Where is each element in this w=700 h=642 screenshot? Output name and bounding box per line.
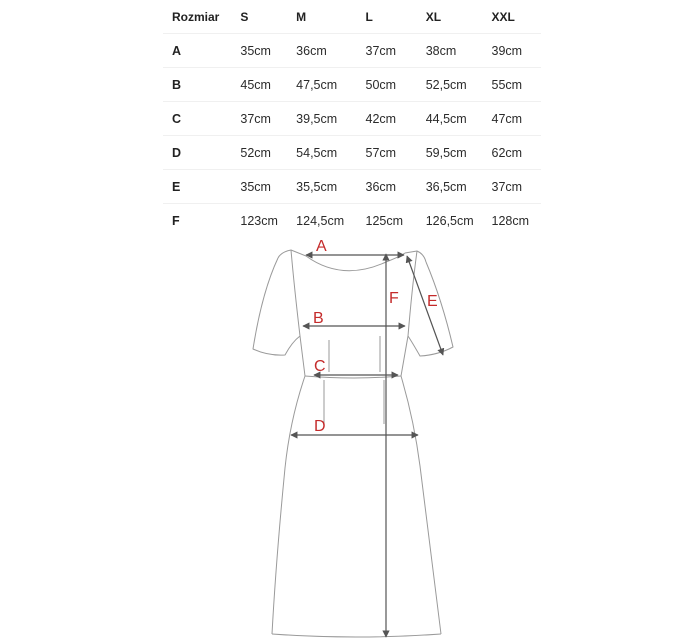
table-cell: 126,5cm (425, 213, 474, 228)
label-a: A (316, 238, 327, 255)
table-cell: 57cm (357, 136, 417, 170)
row-label: B (163, 68, 231, 102)
row-label: A (163, 34, 231, 68)
table-cell: 55cm (483, 68, 541, 102)
label-f: F (389, 290, 399, 307)
table-cell: 37cm (231, 102, 287, 136)
table-cell: 124,5cm (296, 213, 345, 228)
table-cell: 62cm (483, 136, 541, 170)
right-skirt-side (401, 376, 441, 634)
table-cell: 47,5cm (287, 68, 356, 102)
table-cell: 47cm (483, 102, 541, 136)
neckline (306, 253, 405, 271)
row-label: D (163, 136, 231, 170)
label-c: C (314, 358, 326, 375)
table-cell: 44,5cm (417, 102, 483, 136)
table-cell: 50cm (357, 68, 417, 102)
table-cell: 128cm (491, 213, 530, 228)
table-cell: 35,5cm (287, 170, 356, 204)
label-b: B (313, 310, 324, 327)
table-cell: 37cm (357, 34, 417, 68)
header-size-s: S (231, 0, 287, 34)
table-cell: 52,5cm (417, 68, 483, 102)
table-cell: 39cm (483, 34, 541, 68)
table-cell: 59,5cm (417, 136, 483, 170)
table-cell: 54,5cm (287, 136, 356, 170)
table-cell: 42cm (357, 102, 417, 136)
table-cell: 36,5cm (417, 170, 483, 204)
table-cell: 45cm (231, 68, 287, 102)
table-cell: 52cm (231, 136, 287, 170)
table-cell: 35cm (231, 170, 287, 204)
label-d: D (314, 418, 326, 435)
header-size-xl: XL (417, 0, 483, 34)
row-label: E (163, 170, 231, 204)
right-bodice-side (401, 336, 408, 376)
header-rozmiar: Rozmiar (163, 0, 231, 34)
row-label: C (163, 102, 231, 136)
table-cell: 38cm (417, 34, 483, 68)
left-skirt-side (272, 376, 305, 634)
label-e: E (427, 293, 438, 310)
row-label: F (172, 213, 180, 228)
table-cell: 123cm (240, 213, 278, 228)
header-size-l: L (357, 0, 417, 34)
table-cell: 125cm (365, 213, 404, 228)
header-size-xxl: XXL (483, 0, 541, 34)
table-cell: 36cm (287, 34, 356, 68)
left-bodice-side (300, 336, 305, 376)
dress-outline (253, 250, 453, 637)
hem (272, 634, 441, 637)
left-sleeve-inner (291, 250, 300, 336)
table-cell: 35cm (231, 34, 287, 68)
table-cell: 37cm (483, 170, 541, 204)
header-size-m: M (287, 0, 356, 34)
table-cell: 36cm (357, 170, 417, 204)
table-cell: 39,5cm (287, 102, 356, 136)
